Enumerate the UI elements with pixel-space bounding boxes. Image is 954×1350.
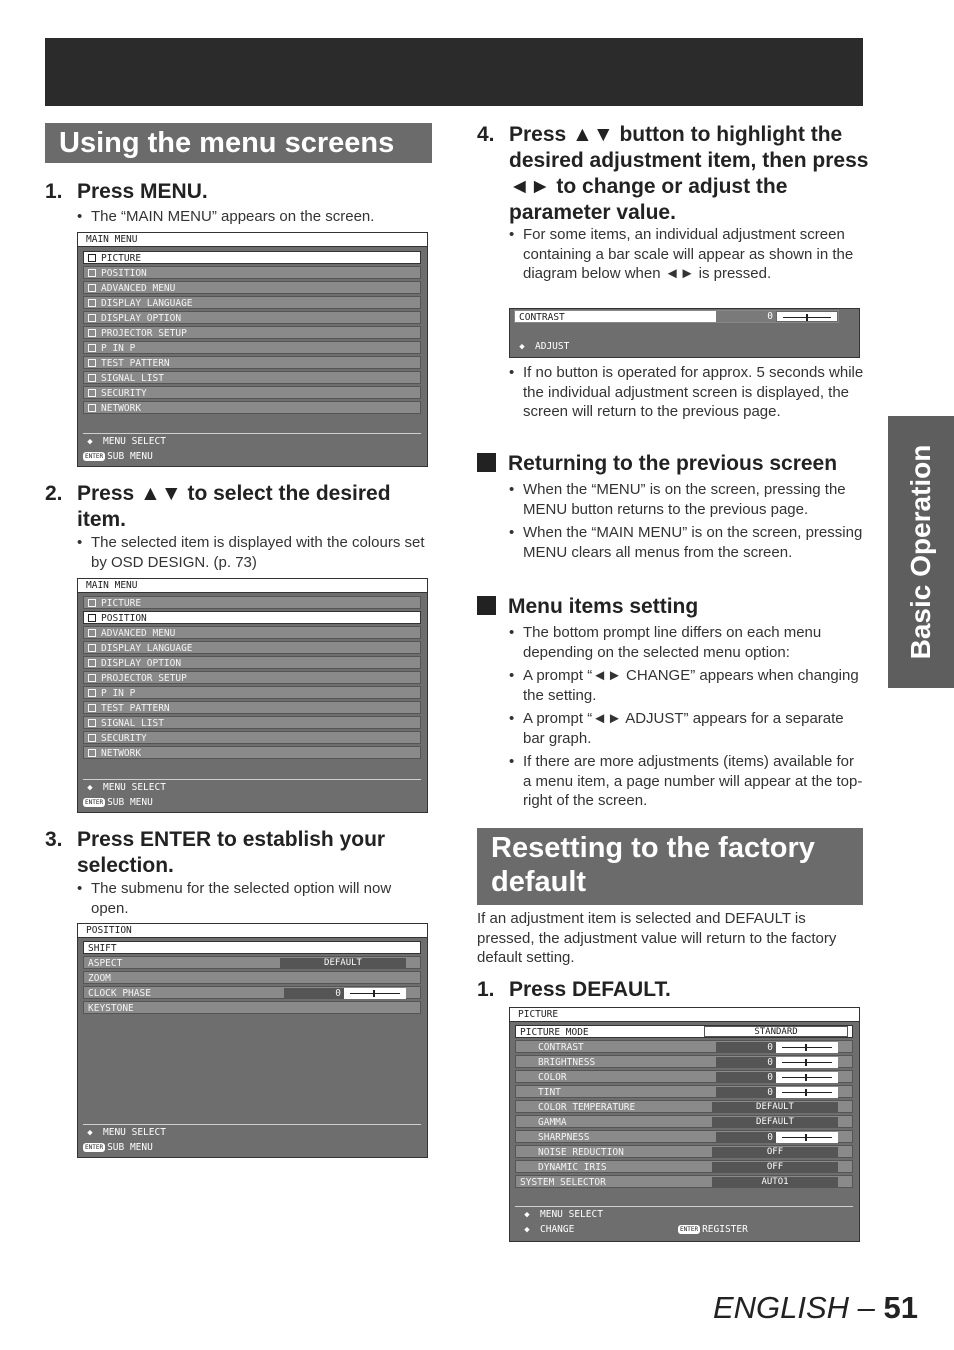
header-bar <box>45 38 863 106</box>
osd-item: BRIGHTNESS 0 <box>515 1055 853 1068</box>
step-2-bullets: • The selected item is displayed with the colours set by OSD DESIGN. (p. 73) <box>77 533 432 576</box>
osd-item: ZOOM <box>83 971 421 984</box>
osd-item: P IN P <box>83 686 421 699</box>
osd-item: TEST PATTERN <box>83 356 421 369</box>
step-4-bullets-b: • If no button is operated for approx. 5 seconds while the individual adjustment screen is displayed, the screen will return to the previous page. <box>509 363 864 426</box>
osd-item: DISPLAY OPTION <box>83 656 421 669</box>
step-default: 1. Press DEFAULT. <box>477 978 671 1001</box>
osd-picture-menu: PICTURE PICTURE MODE STANDARD CONTRAST 0 BRIGHTNESS 0 COLOR 0 TINT 0 COLOR TEMPERATURE DEFAULT GAMMA DEFAULT SHARPNESS 0 NOISE REDUCTION OFF DYNAMIC IRIS OFF SYSTEM SELECTOR AUTO1 ◆ MENU SELECT ◆ CHANGE ENTER REGISTER <box>509 1007 860 1242</box>
osd-prompt-select: ◆ MENU SELECT <box>520 1209 603 1220</box>
step-2: 2. Press ▲▼ to select the desired item. <box>45 482 391 531</box>
osd-item: ADVANCED MENU <box>83 626 421 639</box>
up-down-arrow-icon: ◆ <box>87 783 93 793</box>
left-right-arrow-icon: ◆ <box>519 342 525 352</box>
osd-item: CONTRAST 0 <box>515 1040 853 1053</box>
osd-item: PICTURE <box>83 251 421 264</box>
subhead-menu-items: Menu items setting <box>477 594 877 620</box>
up-down-arrow-icon: ◆ <box>87 437 93 447</box>
osd-item: DYNAMIC IRIS OFF <box>515 1160 853 1173</box>
osd-prompt-select: ◆ MENU SELECT <box>83 1127 166 1138</box>
resetting-intro: If an adjustment item is selected and DEFAULT is pressed, the adjustment value will return to the factory default setting. <box>477 910 837 966</box>
section-title-menu-screens: Using the menu screens <box>45 123 432 163</box>
osd-prompt-adjust: ◆ ADJUST <box>515 341 569 352</box>
osd-item: PROJECTOR SETUP <box>83 326 421 339</box>
osd-item: COLOR 0 <box>515 1070 853 1083</box>
osd-item: POSITION <box>83 266 421 279</box>
menu-items-bullets: • The bottom prompt line differs on each menu depending on the selected menu option: • A prompt “◄► CHANGE” appears when changing the setting. • A prompt “◄► ADJUST” appears for a separate bar graph. • If there are more adjustments (items) available for a menu item, a page number will appear at the top-right of the screen. <box>509 623 864 815</box>
osd-item: PICTURE <box>83 596 421 609</box>
osd-item: GAMMA DEFAULT <box>515 1115 853 1128</box>
bar-scale <box>776 1087 838 1098</box>
bar-scale <box>776 1042 838 1053</box>
step-3-bullets: • The submenu for the selected option will now open. <box>77 879 432 922</box>
osd-item: SECURITY <box>83 731 421 744</box>
up-down-arrow-icon: ◆ <box>87 1128 93 1138</box>
bar-scale <box>344 988 406 999</box>
osd-item: COLOR TEMPERATURE DEFAULT <box>515 1100 853 1113</box>
returning-bullets: • When the “MENU” is on the screen, pressing the MENU button returns to the previous page. • When the “MAIN MENU” is on the screen, pressing MENU clears all menus from the screen. <box>509 480 864 566</box>
osd-item: SIGNAL LIST <box>83 716 421 729</box>
osd-main-menu-2: MAIN MENU PICTURE POSITION ADVANCED MENU DISPLAY LANGUAGE DISPLAY OPTION PROJECTOR SETUP P IN P TEST PATTERN SIGNAL LIST SECURITY NETWORK ◆ MENU SELECT ENTER SUB MENU <box>77 578 428 813</box>
osd-prompt-change: ◆ CHANGE <box>520 1224 574 1235</box>
up-down-arrow-icon: ◆ <box>524 1210 530 1220</box>
osd-item: CLOCK PHASE 0 <box>83 986 421 999</box>
osd-item: PICTURE MODE STANDARD <box>515 1025 853 1038</box>
osd-item: DISPLAY OPTION <box>83 311 421 324</box>
osd-item: NETWORK <box>83 746 421 759</box>
bar-scale <box>776 1132 838 1143</box>
osd-prompt-sub: ENTER SUB MENU <box>85 1142 153 1153</box>
enter-icon: ENTER <box>85 453 104 460</box>
section-title-resetting: Resetting to the factory default <box>477 828 863 905</box>
osd-prompt-register: ENTER REGISTER <box>680 1224 748 1235</box>
osd-item: NOISE REDUCTION OFF <box>515 1145 853 1158</box>
osd-item: KEYSTONE <box>83 1001 421 1014</box>
osd-item: CONTRAST 0 <box>514 310 839 323</box>
enter-icon: ENTER <box>85 799 104 806</box>
osd-prompt-sub: ENTER SUB MENU <box>85 451 153 462</box>
osd-item: SHARPNESS 0 <box>515 1130 853 1143</box>
osd-prompt-select: ◆ MENU SELECT <box>83 436 166 447</box>
bar-scale <box>776 1072 838 1083</box>
bar-scale <box>776 1057 838 1068</box>
osd-item: POSITION <box>83 611 421 624</box>
osd-item: SIGNAL LIST <box>83 371 421 384</box>
enter-icon: ENTER <box>680 1226 699 1233</box>
side-tab-basic-operation: Basic Operation <box>888 416 954 688</box>
osd-item: SYSTEM SELECTOR AUTO1 <box>515 1175 853 1188</box>
osd-prompt-sub: ENTER SUB MENU <box>85 797 153 808</box>
step-3: 3. Press ENTER to establish your selection. <box>45 828 386 877</box>
page-footer: ENGLISH – 51 <box>712 1290 918 1325</box>
osd-item: PROJECTOR SETUP <box>83 671 421 684</box>
osd-item: SHIFT <box>83 941 421 954</box>
osd-item: ADVANCED MENU <box>83 281 421 294</box>
osd-item: DISPLAY LANGUAGE <box>83 641 421 654</box>
enter-icon: ENTER <box>85 1144 104 1151</box>
osd-item: SECURITY <box>83 386 421 399</box>
osd-item: P IN P <box>83 341 421 354</box>
step-1: 1. Press MENU. <box>45 180 208 203</box>
osd-item: NETWORK <box>83 401 421 414</box>
osd-main-menu-1: MAIN MENU PICTURE POSITION ADVANCED MENU DISPLAY LANGUAGE DISPLAY OPTION PROJECTOR SETUP P IN P TEST PATTERN SIGNAL LIST SECURITY NETWORK ◆ MENU SELECT ENTER SUB MENU <box>77 232 428 467</box>
osd-position-menu: POSITION SHIFT ASPECT DEFAULT ZOOM CLOCK PHASE 0 KEYSTONE ◆ MENU SELECT ENTER SUB MENU <box>77 923 428 1158</box>
osd-item: TINT 0 <box>515 1085 853 1098</box>
left-right-arrow-icon: ◆ <box>524 1225 530 1235</box>
osd-item: ASPECT DEFAULT <box>83 956 421 969</box>
square-bullet-icon <box>477 596 496 615</box>
square-bullet-icon <box>477 453 496 472</box>
osd-item: TEST PATTERN <box>83 701 421 714</box>
step-4-bullets-a: • For some items, an individual adjustment screen containing a bar scale will appear as shown in the diagram below when ◄► is pressed. <box>509 225 859 288</box>
osd-prompt-select: ◆ MENU SELECT <box>83 782 166 793</box>
bar-scale <box>776 311 838 322</box>
osd-contrast-adjust <box>509 308 860 358</box>
step-4: 4. Press ▲▼ button to highlight the desired adjustment item, then press ◄► to change or adjust the parameter value. <box>477 123 869 224</box>
step-1-bullets: • The “MAIN MENU” appears on the screen. <box>77 207 432 231</box>
subhead-returning: Returning to the previous screen <box>477 451 877 477</box>
osd-item: DISPLAY LANGUAGE <box>83 296 421 309</box>
